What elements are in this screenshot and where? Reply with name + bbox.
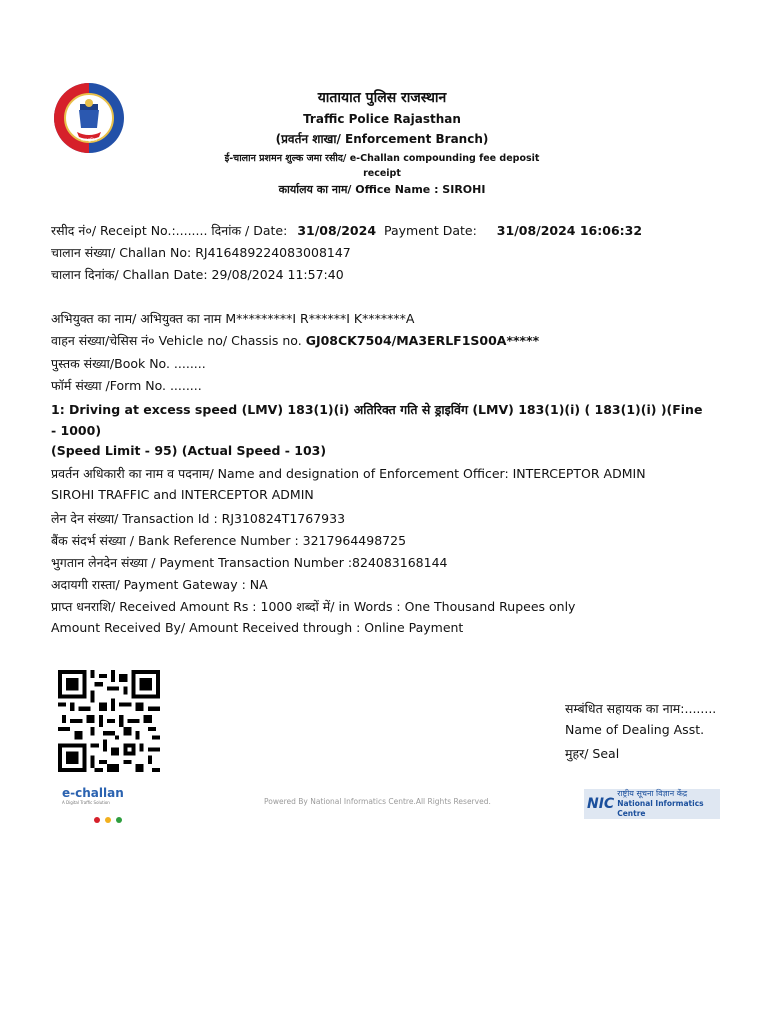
traffic-light-icon [94,808,132,827]
payment-date: 31/08/2024 16:06:32 [496,223,643,238]
receipt-date: 31/08/2024 [297,223,377,238]
received-by: Amount Received By/ Amount Received through : Online Payment [51,620,464,635]
accused-name: अभियुक्त का नाम/ अभियुक्त का नाम M*********I R******I K*******A [51,311,415,326]
receipt-title-line1: ई-चालान प्रशमन शुल्क जमा रसीद/ e-Challan compounding fee deposit [224,153,540,164]
header-title-english: Traffic Police Rajasthan [303,112,461,126]
receipt-label: रसीद नं०/ Receipt No.:........ दिनांक / Date: [51,223,288,238]
seal-label: मुहर/ Seal [565,746,620,761]
nic-name-english: National Informatics Centre [617,799,704,818]
speed-details: (Speed Limit - 95) (Actual Speed - 103) [51,443,327,458]
vehicle-row [51,332,539,349]
svg-text:राज पुलिस: राज पुलिस [81,137,97,142]
nic-abbreviation: NIC [587,796,615,812]
transaction-id: लेन देन संख्या/ Transaction Id : RJ310824T1767933 [51,511,346,526]
nic-name-hindi: राष्ट्रीय सूचना विज्ञान केंद्र [617,789,688,798]
nic-logo [584,789,720,819]
vehicle-number: GJ08CK7504/MA3ERLF1S00A***** [305,333,540,348]
echallan-tagline: A Digital Traffic Solution [62,800,110,805]
enforcement-officer: प्रवर्तन अधिकारी का नाम व पदनाम/ Name and designation of Enforcement Officer: INTERCEPTOR ADMIN [51,466,646,481]
dealing-assistant-english: Name of Dealing Asst. [565,722,705,737]
enforcement-officer-cont: SIROHI TRAFFIC and INTERCEPTOR ADMIN [51,487,314,502]
echallan-logo [62,786,132,824]
office-name: कार्यालय का नाम/ Office Name : SIROHI [278,183,486,196]
challan-date: चालान दिनांक/ Challan Date: 29/08/2024 11:57:40 [51,267,344,282]
offence-description: 1: Driving at excess speed (LMV) 183(1)(i) अतिरिक्त गति से ड्राइविंग (LMV) 183(1)(i) ( 183(1)(i) )(Fine - 1000) [51,402,703,438]
receipt-title-line2: receipt [363,168,401,179]
vehicle-label: वाहन संख्या/चेसिस नं० Vehicle no/ Chassis no. [51,333,302,348]
qr-code-icon [58,670,160,772]
powered-by-text: Powered By National Informatics Centre.All Rights Reserved. [264,797,491,806]
echallan-logo-text: e-challan [62,786,124,800]
payment-gateway: अदायगी रास्ता/ Payment Gateway : NA [51,577,268,592]
bank-reference: बैंक संदर्भ संख्या / Bank Reference Number : 3217964498725 [51,533,407,548]
header-title-hindi: यातायात पुलिस राजस्थान [317,90,447,106]
header-branch: (प्रवर्तन शाखा/ Enforcement Branch) [275,132,489,146]
challan-number: चालान संख्या/ Challan No: RJ416489224083008147 [51,245,351,260]
receipt-title [160,151,604,181]
payment-transaction-number: भुगतान लेनदेन संख्या / Payment Transaction Number :824083168144 [51,555,448,570]
dealing-assistant-hindi: सम्बंधित सहायक का नाम:........ [565,701,717,716]
received-amount: प्राप्त धनराशि/ Received Amount Rs : 1000 शब्दों में/ in Words : One Thousand Rupees only [51,599,576,614]
form-number: फॉर्म संख्या /Form No. ........ [51,378,202,393]
book-number: पुस्तक संख्या/Book No. ........ [51,356,206,371]
police-emblem-icon [53,82,125,154]
receipt-number-row [51,222,642,239]
payment-date-label: Payment Date: [384,223,477,238]
